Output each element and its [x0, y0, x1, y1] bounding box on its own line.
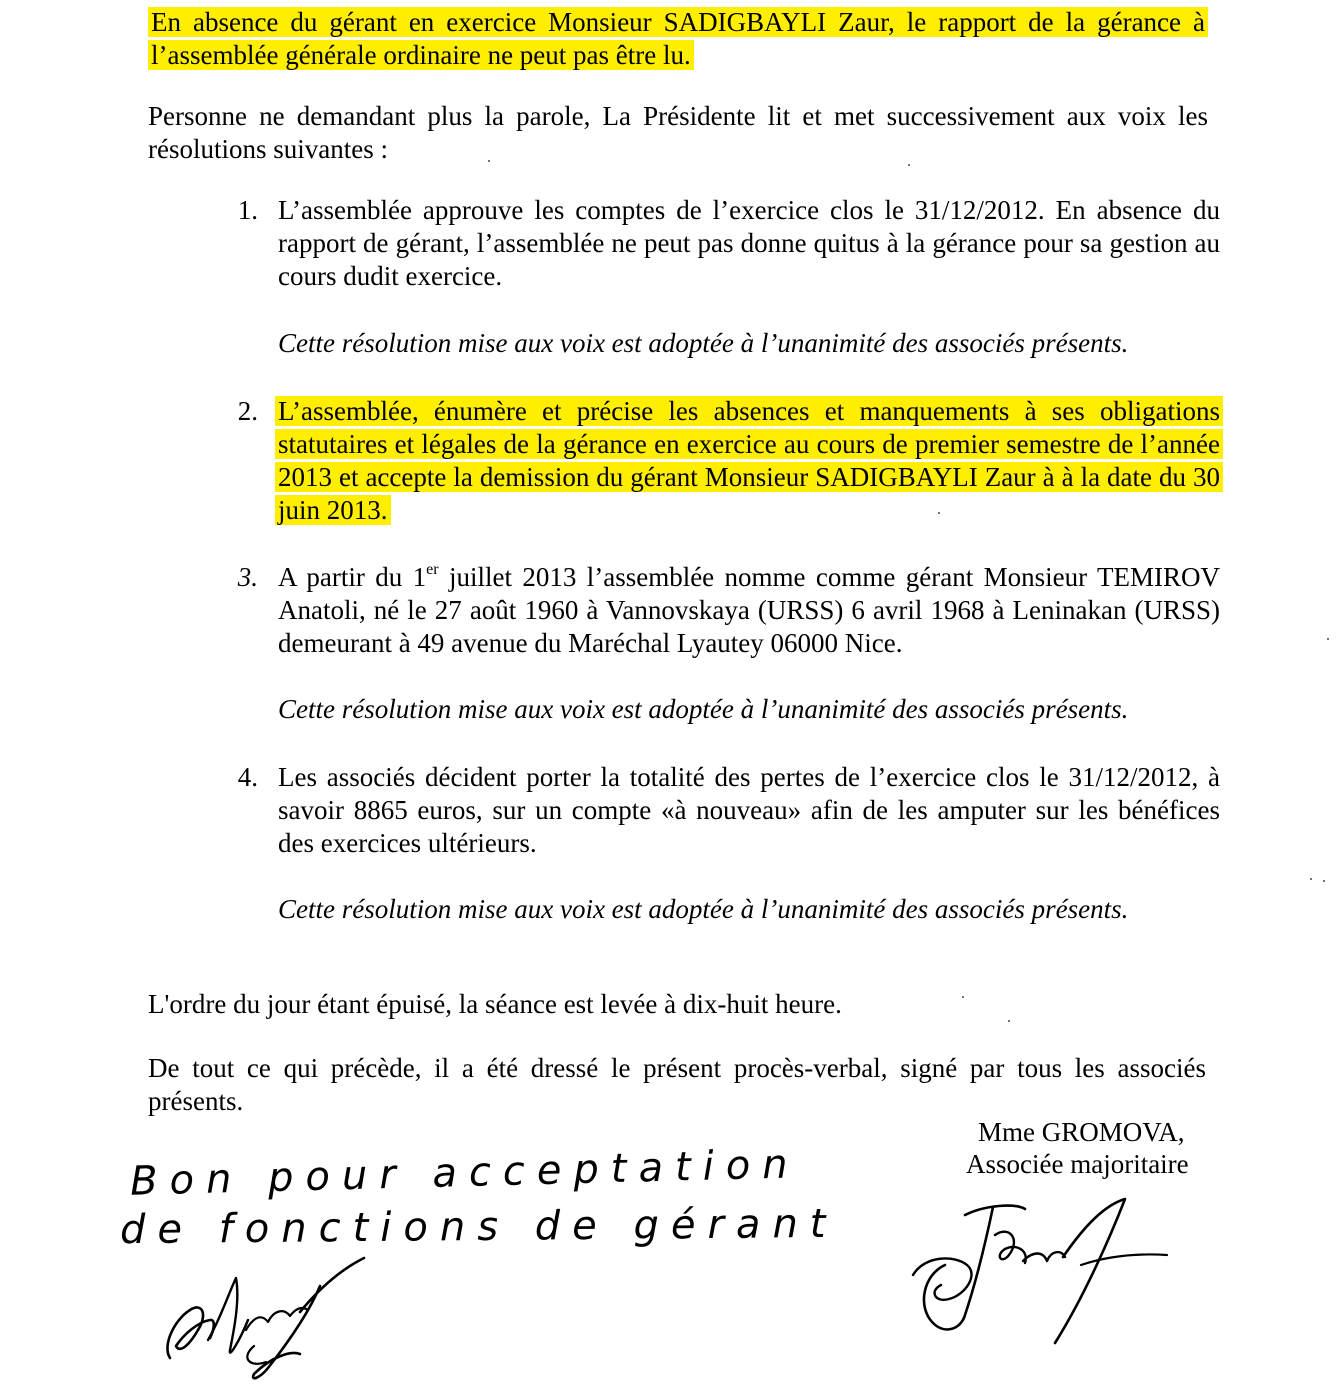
- resolution-3-text-start: A partir du 1: [278, 562, 427, 592]
- resolution-1-number: 1.: [237, 195, 258, 225]
- scan-speck: [488, 160, 490, 162]
- resolution-3-number: 3.: [237, 562, 258, 592]
- handwritten-note-line-2: de fonctions de gérant: [119, 1200, 838, 1254]
- closing-line-2: De tout ce qui précède, il a été dressé le présent procès-verbal, signé par tous les associés présents.: [148, 1053, 1206, 1116]
- handwritten-note-line-1: Bon pour acceptation: [129, 1141, 801, 1205]
- signatory-role: Associée majoritaire: [966, 1149, 1189, 1179]
- scan-speck: [1323, 880, 1325, 882]
- resolution-4-text: Les associés décident porter la totalité des pertes de l’exercice clos le 31/12/2012, à savoir 8865 euros, sur un compte «à nouveau» afin de les amputer sur les bénéfices des exercices ultérieurs.: [278, 762, 1220, 858]
- scan-speck: [962, 996, 964, 998]
- resolution-4-vote: Cette résolution mise aux voix est adoptée à l’unanimité des associés présents.: [278, 894, 1129, 924]
- intro-paragraph: Personne ne demandant plus la parole, La Présidente lit et met successivement aux voix les résolutions suivantes :: [148, 101, 1208, 164]
- intro-highlighted-paragraph: [148, 6, 1208, 72]
- resolution-1-text: L’assemblée approuve les comptes de l’exercice clos le 31/12/2012. En absence du rapport de gérant, l’assemblée ne peut pas donne quitus à la gérance pour sa gestion au cours dudit exercice.: [278, 195, 1220, 291]
- resolution-1-vote: Cette résolution mise aux voix est adoptée à l’unanimité des associés présents.: [278, 328, 1129, 358]
- scan-speck: [1310, 878, 1312, 880]
- scan-speck: [1008, 1020, 1010, 1022]
- resolution-2-number: 2.: [237, 396, 258, 426]
- scan-speck: [908, 164, 910, 166]
- closing-line-1: L'ordre du jour étant épuisé, la séance est levée à dix-huit heure.: [148, 989, 842, 1019]
- resolution-4-number: 4.: [237, 762, 258, 792]
- resolution-2-text: L’assemblée, énumère et précise les absences et manquements à ses obligations statutaires et légales de la gérance en exercice au cours de premier semestre de l’année 2013 et accepte la demission du gérant Monsieur SADIGBAYLI Zaur à à la date du 30 juin 2013.: [275, 396, 1223, 525]
- intro-highlighted-text: En absence du gérant en exercice Monsieur SADIGBAYLI Zaur, le rapport de la gérance à l’assemblée générale ordinaire ne peut pas être lu.: [148, 7, 1208, 70]
- signatory-name: Mme GROMOVA,: [978, 1117, 1185, 1147]
- resolution-3-vote: Cette résolution mise aux voix est adoptée à l’unanimité des associés présents.: [278, 694, 1129, 724]
- left-signature: [150, 1250, 390, 1390]
- resolution-3-text: [278, 561, 1220, 660]
- resolution-3-text-rest: juillet 2013 l’assemblée nomme comme gérant Monsieur TEMIROV Anatoli, né le 27 août 1960 à Vannovskaya (URSS) 6 avril 1968 à Leninakan (URSS) demeurant à 49 avenue du Maréchal Lyautey 06000 Nice.: [278, 562, 1220, 658]
- scan-speck: [1327, 638, 1329, 640]
- right-signature: [905, 1195, 1175, 1355]
- resolution-2-paragraph: [275, 395, 1223, 527]
- scan-speck: [938, 512, 940, 514]
- resolution-3-ordinal-suffix: er: [426, 561, 439, 578]
